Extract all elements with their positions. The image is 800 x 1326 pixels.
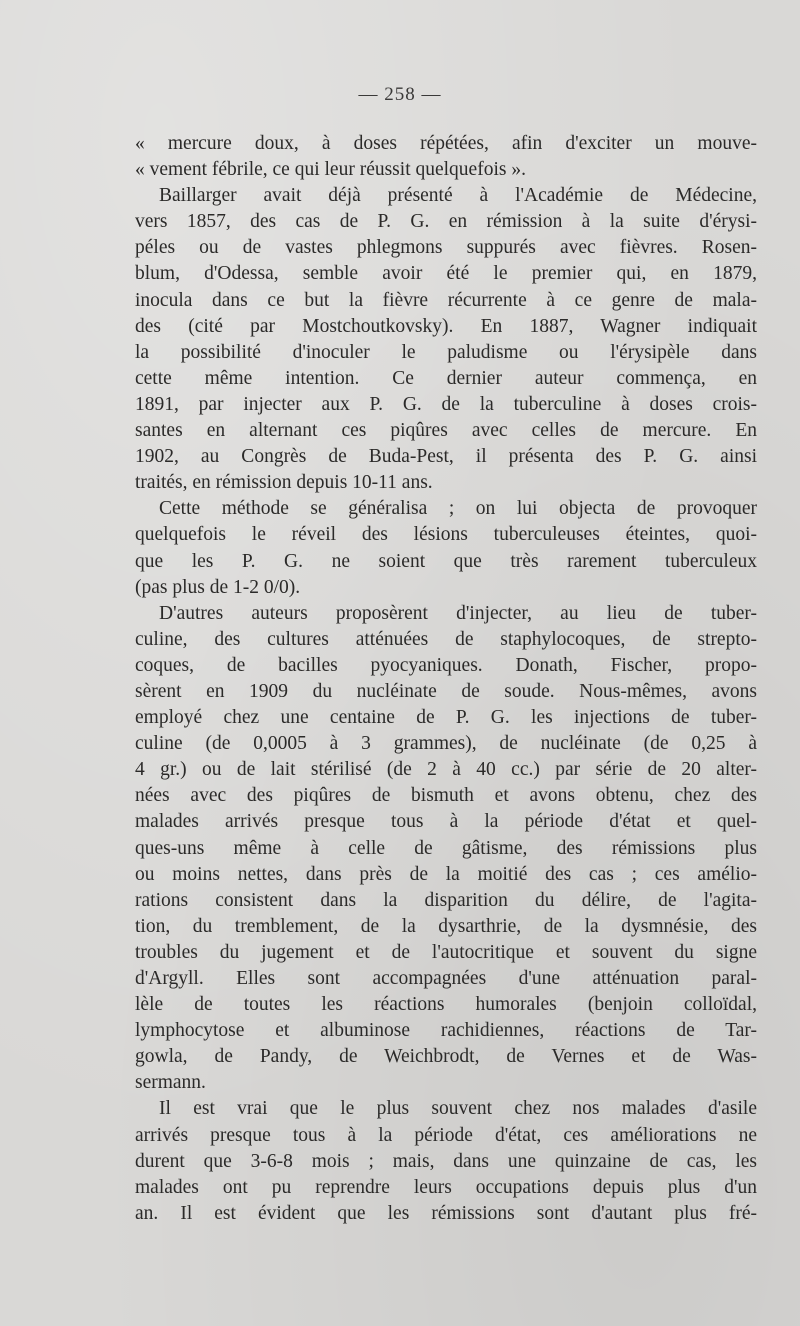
text-line: Cette méthode se généralisa ; on lui objecta de provoquer: [159, 498, 757, 520]
text-line: 1902, au Congrès de Buda-Pest, il présenta des P. G. ainsi: [135, 446, 757, 468]
text-line: sèrent en 1909 du nucléinate de soude. Nous-mêmes, avons: [135, 680, 757, 702]
text-line: lèle de toutes les réactions humorales (benjoin colloïdal,: [135, 994, 757, 1016]
text-line: « vement fébrile, ce qui leur réussit quelquefois ».: [135, 159, 526, 181]
text-line: des (cité par Mostchoutkovsky). En 1887, Wagner indiquait: [135, 315, 757, 337]
body-text: [135, 131, 757, 1227]
text-line: (pas plus de 1-2 0/0).: [135, 576, 301, 598]
text-line: cette même intention. Ce dernier auteur commença, en: [135, 367, 757, 389]
text-line: culine, des cultures atténuées de staphylocoques, de strepto-: [135, 628, 757, 650]
text-line: « mercure doux, à doses répétées, afin d'exciter un mouve-: [135, 133, 757, 154]
text-line: sermann.: [135, 1072, 206, 1094]
text-line: malades arrivés presque tous à la période d'état et quel-: [135, 811, 757, 833]
text-line: employé chez une centaine de P. G. les injections de tuber-: [135, 707, 757, 729]
text-line: an. Il est évident que les rémissions sont d'autant plus fré-: [135, 1202, 757, 1224]
text-line: d'Argyll. Elles sont accompagnées d'une atténuation paral-: [135, 968, 757, 989]
text-line: nées avec des piqûres de bismuth et avons obtenu, chez des: [135, 785, 757, 807]
page-number: — 258 —: [358, 84, 442, 105]
text-line: coques, de bacilles pyocyaniques. Donath, Fischer, propo-: [135, 654, 757, 676]
text-line: 1891, par injecter aux P. G. de la tuberculine à doses crois-: [135, 393, 757, 415]
text-line: ou moins nettes, dans près de la moitié des cas ; ces amélio-: [135, 863, 757, 885]
text-line: quelquefois le réveil des lésions tuberculeuses éteintes, quoi-: [135, 524, 757, 546]
text-line: inocula dans ce but la fièvre récurrente à ce genre de mala-: [135, 289, 757, 311]
text-line: malades ont pu reprendre leurs occupations depuis plus d'un: [135, 1176, 757, 1198]
text-line: tion, du tremblement, de la dysarthrie, de la dysmnésie, des: [135, 915, 757, 937]
text-line: troubles du jugement et de l'autocritique et souvent du signe: [135, 941, 757, 963]
text-line: D'autres auteurs proposèrent d'injecter, au lieu de tuber-: [159, 602, 757, 624]
text-line: ques-uns même à celle de gâtisme, des rémissions plus: [135, 837, 757, 859]
text-line: santes en alternant ces piqûres avec celles de mercure. En: [135, 420, 757, 442]
text-line: vers 1857, des cas de P. G. en rémission à la suite d'érysi-: [135, 211, 757, 233]
text-line: blum, d'Odessa, semble avoir été le premier qui, en 1879,: [135, 263, 757, 285]
text-line: Il est vrai que le plus souvent chez nos malades d'asile: [159, 1098, 757, 1120]
text-line: gowla, de Pandy, de Weichbrodt, de Vernes et de Was-: [135, 1046, 757, 1068]
text-line: Baillarger avait déjà présenté à l'Académie de Médecine,: [159, 185, 757, 207]
text-line: durent que 3-6-8 mois ; mais, dans une quinzaine de cas, les: [135, 1150, 757, 1172]
text-line: culine (de 0,0005 à 3 grammes), de nucléinate (de 0,25 à: [135, 733, 757, 755]
text-line: rations consistent dans la disparition du délire, de l'agita-: [135, 889, 757, 911]
text-line: que les P. G. ne soient que très rarement tuberculeux: [135, 550, 757, 572]
text-line: lymphocytose et albuminose rachidiennes, réactions de Tar-: [135, 1020, 757, 1042]
text-line: arrivés presque tous à la période d'état, ces améliorations ne: [135, 1124, 757, 1146]
text-line: traités, en rémission depuis 10-11 ans.: [135, 472, 433, 494]
text-line: la possibilité d'inoculer le paludisme ou l'érysipèle dans: [135, 341, 757, 363]
text-line: 4 gr.) ou de lait stérilisé (de 2 à 40 cc.) par série de 20 alter-: [135, 759, 757, 781]
text-line: péles ou de vastes phlegmons suppurés avec fièvres. Rosen-: [135, 237, 757, 259]
